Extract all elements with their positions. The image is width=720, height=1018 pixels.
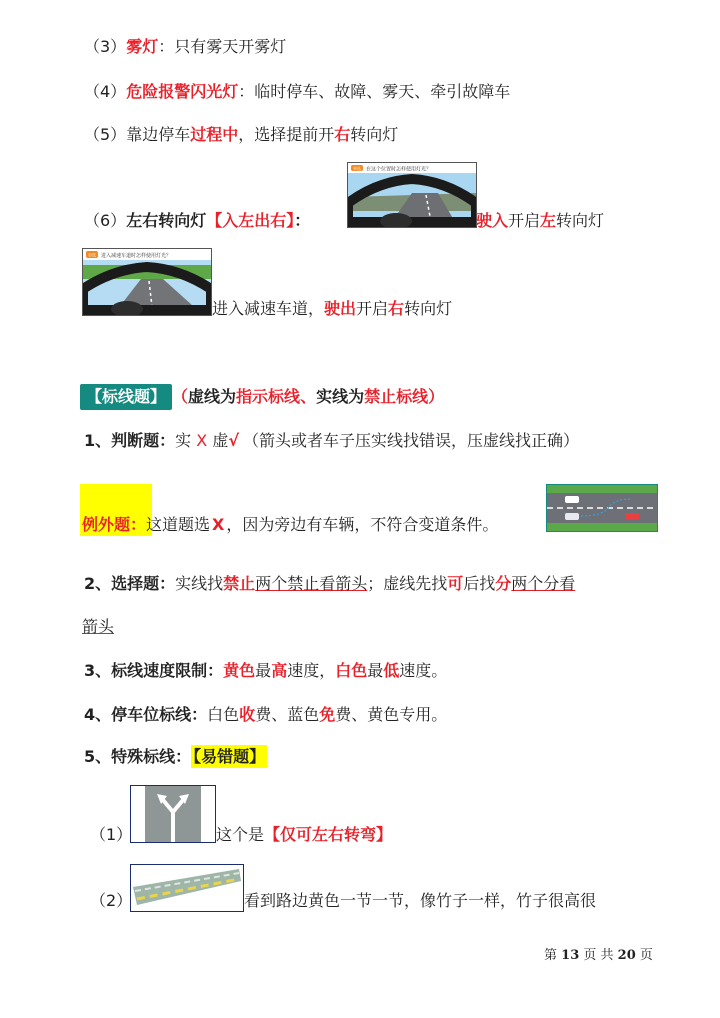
question-5-1: （1） [90,825,133,844]
windshield-lane-icon [83,249,211,315]
item-turn-signal: （6）左右转向灯【入左出右】： [84,211,311,230]
yellow-curb-marking-image [130,864,244,912]
curb-marking-icon [131,865,243,911]
svg-text:进入减速车道时怎样使用灯光？: 进入减速车道时怎样使用灯光？ [101,253,172,259]
left-right-arrow-icon [131,786,215,842]
svg-text:单选: 单选 [353,166,361,171]
question-5-2-text: 看到路边黄色一节一节，像竹子一样，竹子很高很 [244,891,597,910]
item-hazard-light: （4）危险报警闪光灯：临时停车、故障、雾天、牵引故障车 [84,82,511,101]
item-turn-signal-exit: 进入减速车道，驶出开启右转向灯 [212,299,453,318]
svg-text:单选: 单选 [88,252,96,258]
svg-text:在这个位置时怎样使用灯光？: 在这个位置时怎样使用灯光？ [366,166,432,173]
page-footer: 第 13 页 共 20 页 [544,948,653,963]
left-right-turn-marking-image [130,785,216,843]
question-2: 2、选择题：实线找禁止两个禁止看箭头；虚线先找可后找分两个分看 [84,574,576,593]
question-5-1-text: 这个是【仅可左右转弯】 [216,825,393,844]
turn-signal-question-image [347,162,477,228]
section-tag: 【标线题】 [80,384,172,410]
question-4: 4、停车位标线：白色收费、蓝色免费、黄色专用。 [84,705,448,724]
item-fog-light: （3）雾灯：只有雾天开雾灯 [84,37,287,56]
question-2-cont: 箭头 [82,617,115,636]
question-5-2: （2） [90,891,133,910]
question-5: 5、特殊标线： 【易错题】 [84,747,266,766]
item-pullover: （5）靠边停车过程中，选择提前开右转向灯 [84,125,399,144]
question-1: 1、判断题：实 X 虚√ （箭头或者车子压实线找错误，压虚线找正确） [84,431,580,450]
deceleration-lane-image [82,248,212,316]
exception-question: 例外题：这道题选 X ，因为旁边有车辆，不符合变道条件。 [82,515,499,534]
section-header-markings: 【标线题】 （虚线为指示标线、实线为禁止标线） [80,384,444,410]
item-turn-signal-enter: 驶入开启左转向灯 [476,211,605,230]
question-3: 3、标线速度限制：黄色最高速度，白色最低速度。 [84,661,448,680]
windshield-scene-icon [348,163,476,227]
lane-change-diagram [546,484,658,532]
lane-change-icon [547,485,657,531]
